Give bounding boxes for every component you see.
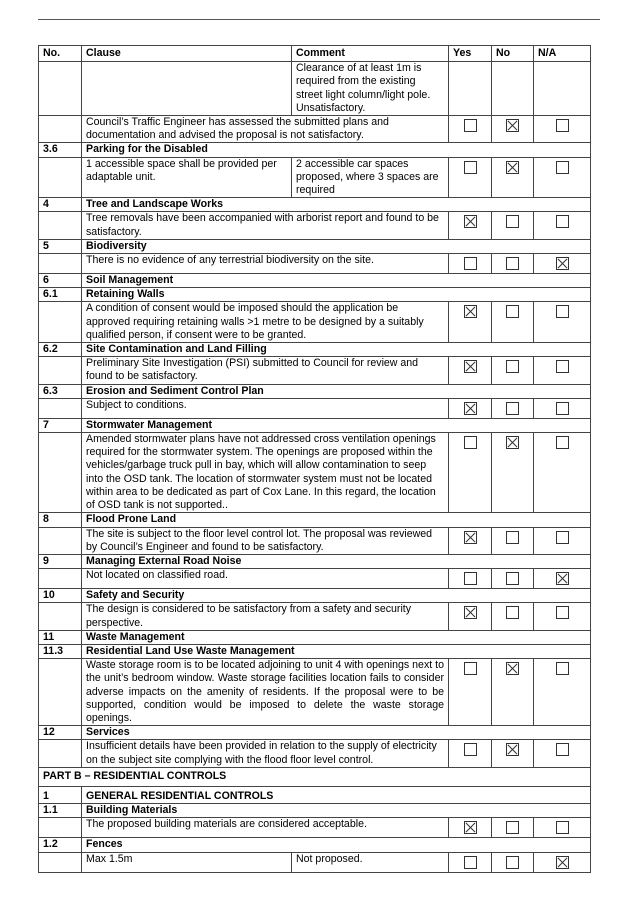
section-title: Safety and Security [82,589,591,603]
section-title: Services [82,726,591,740]
section-header-row [39,554,591,568]
section-title: Tree and Landscape Works [82,198,591,212]
section-number: 9 [39,554,82,568]
no-checkbox[interactable] [506,305,519,318]
section-header-row [39,384,591,398]
yes-checkbox[interactable] [464,161,477,174]
compliance-table [38,45,591,873]
col-header-na: N/A [534,46,591,62]
no-checkbox[interactable] [506,531,519,544]
section-title: Waste Management [82,630,591,644]
section-title: GENERAL RESIDENTIAL CONTROLS [82,786,591,803]
section-number: 10 [39,589,82,603]
section-header-row [39,343,591,357]
clause-cell: Insufficient details have been provided in relation to the supply of electricity on the subject site complying with the flood floor level control. [82,740,449,767]
table-row [39,157,591,198]
section-title: Parking for the Disabled [82,143,591,157]
clause-cell: Waste storage room is to be located adjoining to unit 4 with openings next to the unit’s bedroom window. Waste storage facilities location fails to consider adverse impacts on the amenity of residents. If the proposal were to be supported, condition would be imposed to delete the waste storage openings. [82,659,449,726]
no-checkbox[interactable] [506,215,519,228]
section-title: Retaining Walls [82,288,591,302]
clause-cell: There is no evidence of any terrestrial biodiversity on the site. [82,254,449,274]
section-number: 12 [39,726,82,740]
no-checkbox[interactable] [506,436,519,449]
section-title: Residential Land Use Waste Management [82,644,591,658]
na-checkbox[interactable] [556,572,569,585]
section-number: 6.1 [39,288,82,302]
section-header-row [39,143,591,157]
clause-cell: The site is subject to the floor level control lot. The proposal was reviewed by Council’s Engineer and found to be satisfactory. [82,527,449,554]
yes-checkbox[interactable] [464,743,477,756]
section-title: Managing External Road Noise [82,554,591,568]
comment-cell: Not proposed. [292,852,449,872]
clause-cell: The design is considered to be satisfactory from a safety and security perspective. [82,603,449,630]
section-number: 1 [39,786,82,803]
na-checkbox[interactable] [556,161,569,174]
clause-cell: The proposed building materials are considered acceptable. [82,818,449,838]
table-row [39,569,591,589]
table-row [39,212,591,239]
yes-checkbox[interactable] [464,305,477,318]
clause-cell: Subject to conditions. [82,398,449,418]
comment-cell: 2 accessible car spaces proposed, where 3 spaces are required [292,157,449,198]
yes-checkbox[interactable] [464,572,477,585]
section-number: 11.3 [39,644,82,658]
clause-cell: Preliminary Site Investigation (PSI) submitted to Council for review and found to be satisfactory. [82,357,449,384]
no-checkbox[interactable] [506,161,519,174]
section-header-row [39,513,591,527]
na-checkbox[interactable] [556,662,569,675]
section-number: 4 [39,198,82,212]
no-checkbox[interactable] [506,119,519,132]
table-row [39,302,591,343]
section-header-row [39,288,591,302]
table-row [39,116,591,143]
section-title: Building Materials [82,804,591,818]
section-number: 5 [39,239,82,253]
yes-checkbox[interactable] [464,215,477,228]
section-header-row [39,418,591,432]
col-header-yes: Yes [449,46,492,62]
section-number: 6.3 [39,384,82,398]
clause-cell: 1 accessible space shall be provided per adaptable unit. [82,157,292,198]
header-row [39,46,591,62]
na-checkbox[interactable] [556,531,569,544]
table-row [39,398,591,418]
section-header-row [39,786,591,803]
no-checkbox[interactable] [506,856,519,869]
section-title: Site Contamination and Land Filling [82,343,591,357]
section-number: 7 [39,418,82,432]
no-checkbox[interactable] [506,402,519,415]
na-checkbox[interactable] [556,606,569,619]
table-row [39,603,591,630]
section-title: Biodiversity [82,239,591,253]
col-header-clause: Clause [82,46,292,62]
na-checkbox[interactable] [556,436,569,449]
na-checkbox[interactable] [556,257,569,270]
table-row [39,357,591,384]
yes-checkbox[interactable] [464,119,477,132]
na-checkbox[interactable] [556,402,569,415]
part-title: PART B – RESIDENTIAL CONTROLS [39,767,591,786]
section-number: 8 [39,513,82,527]
section-header-row [39,274,591,288]
header-rule [38,19,600,20]
col-header-no-col: No [492,46,534,62]
na-checkbox[interactable] [556,821,569,834]
na-checkbox[interactable] [556,360,569,373]
no-checkbox[interactable] [506,662,519,675]
section-title: Fences [82,838,591,852]
section-title: Soil Management [82,274,591,288]
section-number: 3.6 [39,143,82,157]
yes-checkbox[interactable] [464,257,477,270]
section-title: Flood Prone Land [82,513,591,527]
section-number: 1.1 [39,804,82,818]
table-row [39,740,591,767]
yes-checkbox[interactable] [464,606,477,619]
section-number: 6.2 [39,343,82,357]
section-header-row [39,198,591,212]
no-checkbox[interactable] [506,572,519,585]
section-header-row [39,630,591,644]
no-checkbox[interactable] [506,821,519,834]
yes-checkbox[interactable] [464,856,477,869]
clause-cell: Amended stormwater plans have not addressed cross ventilation openings required for the stormwater system. The openings are proposed within the vehicles/garbage truck pull in bay, which will allow contamination to seep into the OSD tank. The location of stormwater system must not be located within area to be dedicated as part of Cox Lane. In this regard, the location of OSD tank is not supported.. [82,433,449,513]
na-checkbox[interactable] [556,305,569,318]
yes-checkbox[interactable] [464,436,477,449]
no-checkbox[interactable] [506,257,519,270]
section-header-row [39,838,591,852]
clause-cell: Tree removals have been accompanied with arborist report and found to be satisfactory. [82,212,449,239]
col-header-no: No. [39,46,82,62]
no-checkbox[interactable] [506,606,519,619]
yes-checkbox[interactable] [464,360,477,373]
section-title: Stormwater Management [82,418,591,432]
table-row [39,852,591,872]
comment-cell: Clearance of at least 1m is required from the existing street light column/light pole. Unsatisfactory. [292,62,449,116]
section-header-row [39,239,591,253]
table-row [39,433,591,513]
yes-checkbox[interactable] [464,402,477,415]
clause-cell: Council’s Traffic Engineer has assessed the submitted plans and documentation and advised the proposal is not satisfactory. [82,116,449,143]
na-checkbox[interactable] [556,215,569,228]
table-row [39,527,591,554]
section-number: 6 [39,274,82,288]
no-checkbox[interactable] [506,743,519,756]
section-header-row [39,804,591,818]
yes-checkbox[interactable] [464,821,477,834]
yes-checkbox[interactable] [464,662,477,675]
table-row [39,818,591,838]
na-checkbox[interactable] [556,856,569,869]
table-row [39,659,591,726]
clause-cell: Not located on classified road. [82,569,449,589]
clause-cell: Max 1.5m [82,852,292,872]
na-checkbox[interactable] [556,743,569,756]
table-row [39,62,591,116]
no-checkbox[interactable] [506,360,519,373]
part-header-row [39,767,591,786]
na-checkbox[interactable] [556,119,569,132]
section-header-row [39,726,591,740]
table-row [39,254,591,274]
yes-checkbox[interactable] [464,531,477,544]
section-number: 1.2 [39,838,82,852]
clause-cell: A condition of consent would be imposed should the application be approved requiring retaining walls >1 metre to be designed by a suitably qualified person, if consent were to be granted. [82,302,449,343]
col-header-comment: Comment [292,46,449,62]
section-number: 11 [39,630,82,644]
section-title: Erosion and Sediment Control Plan [82,384,591,398]
section-header-row [39,644,591,658]
section-header-row [39,589,591,603]
